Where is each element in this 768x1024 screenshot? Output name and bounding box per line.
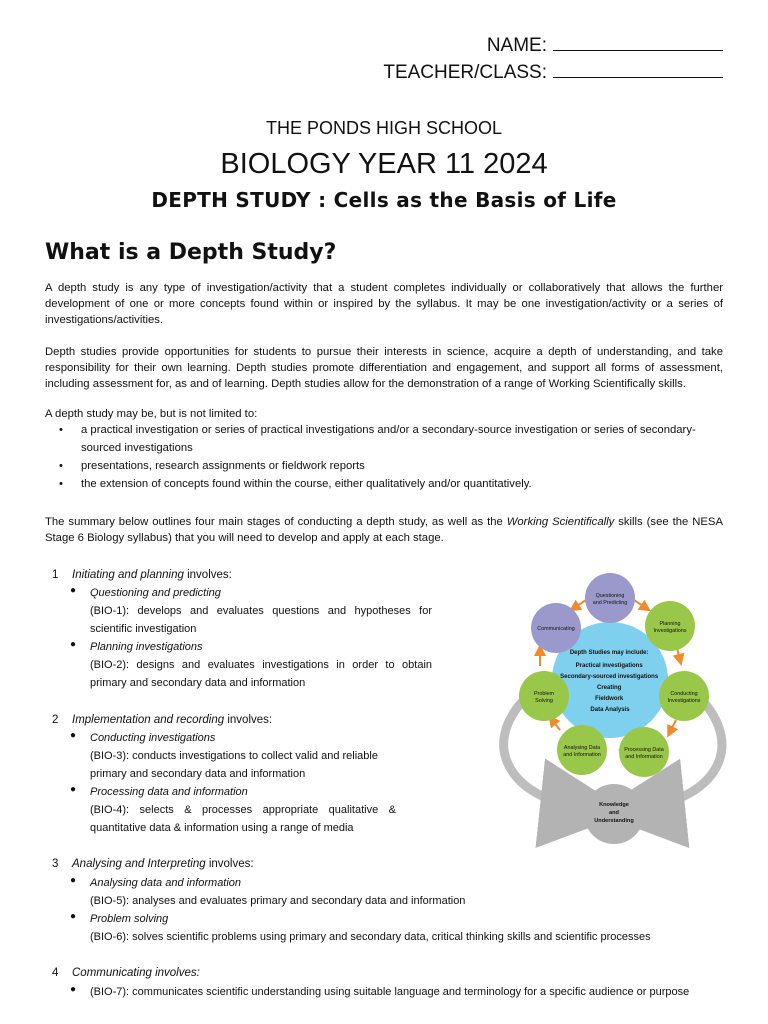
center-item: Practical investigations — [575, 663, 643, 669]
intro-paragraph-1: A depth study is any type of investigation/activity that a student completes individually or collaboratively that allows the further development of one or more concepts found within or inspired by the syllabus. It may be one investigation/activity or a series of investigations/activities. — [45, 282, 723, 326]
name-label: NAME: — [486, 35, 547, 56]
stage-number: 4 — [52, 967, 59, 979]
stage-name: Communicating involves: — [72, 967, 200, 979]
name-field-row — [487, 32, 723, 59]
bullet-icon: ● — [70, 984, 77, 995]
cycle-arrow — [574, 600, 586, 608]
list-item: • the extension of concepts found within the course, either qualitatively and/or quantitatively. — [45, 475, 723, 493]
skill-name: Processing data and information — [90, 786, 248, 798]
depth-study-cycle-diagram — [490, 570, 734, 850]
skill-description: (BIO-2): designs and evaluates investigations in order to obtain — [90, 659, 432, 671]
name-blank[interactable] — [553, 32, 723, 51]
skill-name: Analysing data and information — [90, 877, 242, 889]
skill-name: Questioning and predicting — [90, 587, 221, 599]
center-title: Depth Studies may include: — [569, 650, 649, 656]
intro-paragraph-2: Depth studies provide opportunities for students to pursue their interests in science, acquire a depth of understanding, and take responsibility for their own learning. Depth studies promote differentiation and engagement, and support all forms of assessment, including assessment for, as and of learning. Depth studies allow for the demonstration of a range of Working Scientifically skills. — [45, 346, 723, 390]
bullet-icon: ● — [70, 585, 77, 596]
cycle-arrow — [670, 720, 676, 732]
section-heading: What is a Depth Study? — [45, 240, 337, 265]
depth-study-types-list — [45, 421, 723, 493]
summary-paragraph — [45, 514, 723, 546]
list-item: • presentations, research assignments or fieldwork reports — [45, 457, 723, 475]
stage-number: 2 — [52, 714, 59, 726]
skill-description: scientific investigation — [90, 623, 197, 635]
svg-text:PlanningInvestigations: Planning Investigations — [653, 621, 687, 634]
bullet-icon: ● — [70, 639, 77, 650]
skill-description: (BIO-4): selects & processes appropriate qualitative & — [90, 804, 396, 816]
school-name: THE PONDS HIGH SCHOOL — [265, 118, 503, 138]
intro-paragraph-3: A depth study may be, but is not limited to: — [45, 408, 258, 420]
bullet-icon: ● — [70, 875, 77, 886]
skill-description: (BIO-5): analyses and evaluates primary and secondary data and information — [90, 895, 466, 907]
teacher-class-blank[interactable] — [553, 59, 723, 78]
bullet-icon: ● — [70, 911, 77, 922]
stage-2-heading — [52, 711, 272, 729]
skill-description: (BIO-7): communicates scientific understanding using suitable language and terminology for a specific audience or purpose — [90, 986, 690, 998]
stage-suffix: involves: — [224, 714, 273, 726]
stage-4-heading — [52, 964, 200, 982]
stage-number: 1 — [52, 569, 59, 581]
svg-text:KnowledgeandUnderstanding: Knowledge and Understanding — [594, 802, 634, 824]
svg-text:ConductingInvestigations: Conducting Investigations — [667, 691, 701, 704]
skill-name: Problem solving — [90, 913, 169, 925]
depth-study-title: DEPTH STUDY : Cells as the Basis of Life — [151, 188, 617, 212]
svg-text:Questioningand Predicting: Questioning and Predicting — [592, 593, 628, 606]
skill-name: Planning investigations — [90, 641, 203, 653]
bullet-icon: ● — [70, 784, 77, 795]
cycle-arrow — [552, 720, 560, 730]
center-item: Secondary-sourced investigations — [560, 674, 659, 680]
center-item: Creating — [596, 685, 622, 691]
stage-1-heading — [52, 566, 232, 584]
center-item: Data Analysis — [590, 707, 630, 713]
svg-text:Analysing Dataand Information: Analysing Data and Information — [563, 745, 601, 758]
course-title: BIOLOGY YEAR 11 2024 — [220, 148, 548, 180]
skill-description: (BIO-1): develops and evaluates questions and hypotheses for — [90, 605, 432, 617]
skill-name: Conducting investigations — [90, 732, 216, 744]
svg-text:ProblemSolving: Problem Solving — [533, 691, 555, 704]
stage-name: Initiating and planning — [72, 569, 184, 581]
list-item: • a practical investigation or series of practical investigations and/or a secondary-source investigation or series of secondary-sourced investigations — [45, 421, 723, 457]
stage-suffix: involves: — [183, 569, 232, 581]
summary-text-start: The summary below outlines four main stages of conducting a depth study, as well as the — [45, 516, 507, 528]
summary-text-italic: Working Scientifically — [506, 516, 615, 528]
svg-text:Processing Dataand Information: Processing Data and Information — [624, 747, 664, 760]
summary-text-end: skills (see the NESA Stage 6 Biology syllabus) that you will need to develop and apply at each stage. — [45, 516, 723, 544]
stage-name: Implementation and recording — [72, 714, 225, 726]
skill-description: primary and secondary data and information — [90, 677, 306, 689]
teacher-class-label: TEACHER/CLASS: — [383, 62, 547, 83]
skill-description: (BIO-6): solves scientific problems using primary and secondary data, critical thinking skills and scientific processes — [90, 931, 651, 943]
svg-text:Communicating: Communicating — [537, 626, 575, 632]
cycle-arrow — [634, 600, 646, 608]
stage-3-heading — [52, 855, 254, 873]
skill-description: (BIO-3): conducts investigations to collect valid and reliable — [90, 750, 378, 762]
bullet-icon: ● — [70, 730, 77, 741]
stage-name: Analysing and Interpreting — [72, 858, 206, 870]
skill-description: quantitative data & information using a range of media — [90, 822, 354, 834]
skill-description: primary and secondary data and information — [90, 768, 306, 780]
stage-number: 3 — [52, 858, 59, 870]
center-item: Fieldwork — [595, 696, 624, 702]
stage-suffix: involves: — [205, 858, 254, 870]
teacher-class-field-row — [383, 59, 723, 86]
